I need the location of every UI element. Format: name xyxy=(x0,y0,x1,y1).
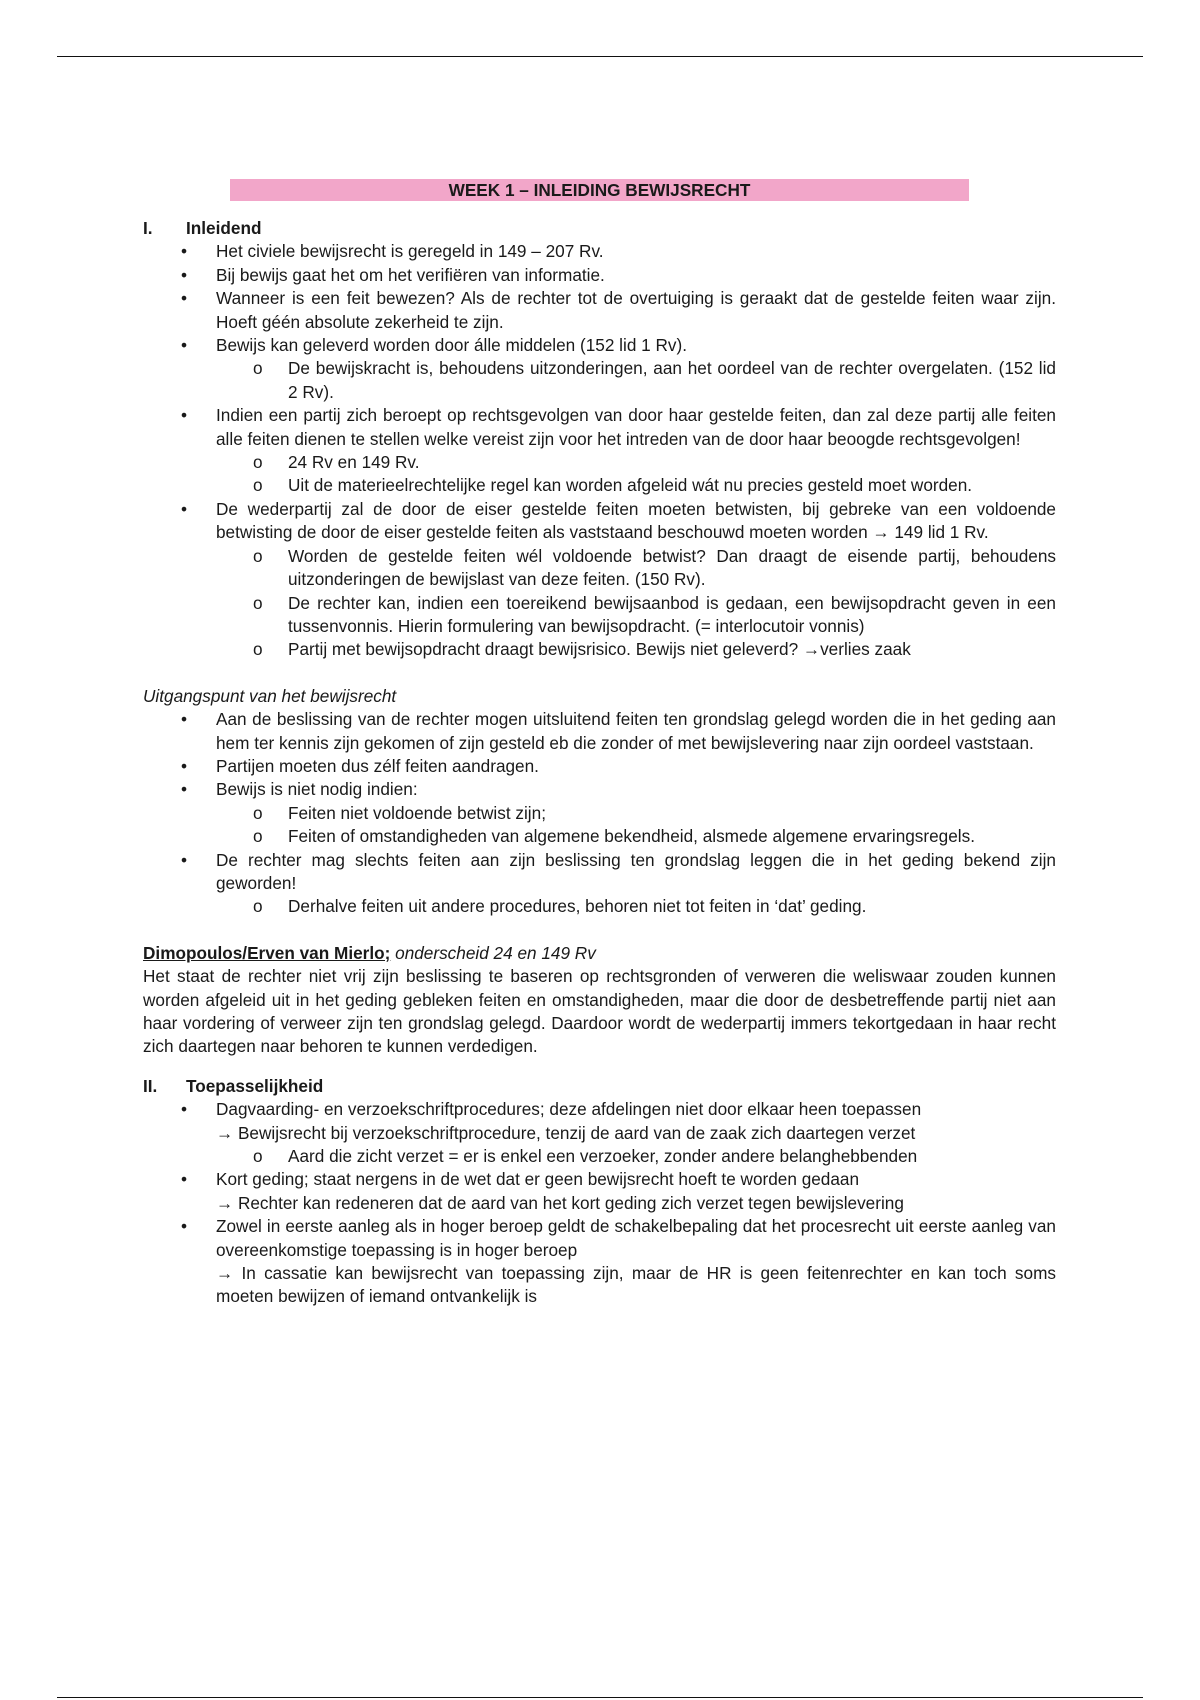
section-title: Toepasselijkheid xyxy=(186,1075,324,1096)
arrow-note: → Rechter kan redeneren dat de aard van het kort geding zich verzet tegen bewijslevering xyxy=(216,1192,904,1213)
sub-bullet-icon: o xyxy=(253,896,263,917)
list-item: • Kort geding; staat nergens in de wet dat er geen bewijsrecht hoeft te worden gedaan → Rechter kan redeneren dat de aard van het kort geding zich verzet tegen bewijslevering xyxy=(143,1168,1056,1215)
sub-bullet-icon: o xyxy=(253,545,263,566)
sub-list-item: o Uit de materieelrechtelijke regel kan worden afgeleid wát nu precies gesteld moet worden. xyxy=(143,474,1056,497)
list-item: • Bewijs is niet nodig indien: xyxy=(143,778,1056,801)
list-item: • Zowel in eerste aanleg als in hoger beroep geldt de schakelbepaling dat het procesrecht uit eerste aanleg van overeenkomstige toepassing is in hoger beroep → In cassatie kan bewijsrecht van toepassing zijn, maar de HR is geen feitenrechter en kan toch soms moeten bewijzen of iemand ontvankelijk is xyxy=(143,1215,1056,1309)
sub-bullet-icon: o xyxy=(253,475,263,496)
uitgangspunt-list xyxy=(143,708,1056,919)
bullet-icon: • xyxy=(181,498,188,519)
sub-list-item: o Feiten niet voldoende betwist zijn; xyxy=(143,802,1056,825)
document-title: WEEK 1 – INLEIDING BEWIJSRECHT xyxy=(230,179,969,201)
bullet-icon: • xyxy=(181,1216,188,1237)
sub-bullet-icon: o xyxy=(253,358,263,379)
section-title: Inleidend xyxy=(186,218,262,238)
bullet-icon: • xyxy=(181,1099,188,1120)
list-item: • Het civiele bewijsrecht is geregeld in 149 – 207 Rv. xyxy=(143,240,1056,263)
sub-list-item: o Partij met bewijsopdracht draagt bewijsrisico. Bewijs niet geleverd? →verlies zaak xyxy=(143,638,1056,661)
sub-list-item: o Derhalve feiten uit andere procedures, behoren niet tot feiten in ‘dat’ geding. xyxy=(143,895,1056,918)
bullet-icon: • xyxy=(181,264,188,285)
bullet-icon: • xyxy=(181,709,188,730)
sub-bullet-icon: o xyxy=(253,826,263,847)
bullet-icon: • xyxy=(181,755,188,776)
list-item: • Bij bewijs gaat het om het verifiëren van informatie. xyxy=(143,264,1056,287)
section-heading-toepasselijkheid xyxy=(143,1075,1056,1098)
list-item: • Bewijs kan geleverd worden door álle middelen (152 lid 1 Rv). xyxy=(143,334,1056,357)
top-rule xyxy=(57,56,1143,57)
arrow-note: → In cassatie kan bewijsrecht van toepassing zijn, maar de HR is geen feitenrechter en kan toch soms moeten bewijzen of iemand ontvankelijk is xyxy=(216,1263,1056,1307)
section-heading-inleidend xyxy=(143,217,1056,240)
sub-list-item: o De rechter kan, indien een toereikend bewijsaanbod is gedaan, een bewijsopdracht geven in een tussenvonnis. Hierin formulering van bewijsopdracht. (= interlocutoir vonnis) xyxy=(253,592,1056,636)
section1-list xyxy=(143,240,1056,661)
bullet-icon: • xyxy=(181,779,188,800)
sub-list-item: o 24 Rv en 149 Rv. xyxy=(143,451,1056,474)
sub-bullet-icon: o xyxy=(253,639,263,660)
list-item: • De wederpartij zal de door de eiser gestelde feiten moeten betwisten, bij gebreke van een voldoende betwisting de door de eiser gestelde feiten als vaststaand beschouwd moeten worden → 149 lid 1 Rv. xyxy=(181,498,1056,543)
section-number: I. xyxy=(143,218,153,238)
section2-list xyxy=(143,1098,1056,1309)
sub-list-item: o Worden de gestelde feiten wél voldoende betwist? Dan draagt de eisende partij, behoudens uitzonderingen de bewijslast van deze feiten. (150 Rv). xyxy=(253,545,1056,590)
sub-bullet-icon: o xyxy=(253,1146,263,1167)
bullet-icon: • xyxy=(181,405,188,426)
arrow-note: → Bewijsrecht bij verzoekschriftprocedure, tenzij de aard van de zaak zich daartegen verzet xyxy=(216,1122,916,1143)
sub-bullet-icon: o xyxy=(253,452,263,473)
bullet-icon: • xyxy=(181,241,188,262)
bullet-icon: • xyxy=(181,1169,188,1190)
list-item: • De rechter mag slechts feiten aan zijn beslissing ten grondslag leggen die in het geding bekend zijn geworden! xyxy=(181,849,1056,893)
case-heading xyxy=(143,942,1056,965)
bullet-icon: • xyxy=(181,335,188,356)
list-item: • Partijen moeten dus zélf feiten aandragen. xyxy=(143,755,1056,778)
sub-list-item: o Feiten of omstandigheden van algemene bekendheid, alsmede algemene ervaringsregels. xyxy=(143,825,1056,848)
document-body xyxy=(143,179,1056,1309)
case-text: Het staat de rechter niet vrij zijn beslissing te baseren op rechtsgronden of verweren die weliswaar zouden kunnen worden afgeleid uit in het geding gebleken feiten en omstandigheden, maar die door de desbetreffende partij niet aan haar vordering of verweer zijn ten grondslag gelegd. Daardoor wordt de wederpartij immers tekortgedaan in haar recht zich daartegen naar behoren te kunnen verdedigen. xyxy=(143,966,1056,1057)
sub-bullet-icon: o xyxy=(253,592,263,613)
bullet-icon: • xyxy=(181,849,188,870)
case-name: Dimopoulos/Erven van Mierlo; xyxy=(143,942,391,963)
list-item: • Indien een partij zich beroept op rechtsgevolgen van door haar gestelde feiten, dan zal deze partij alle feiten alle feiten dienen te stellen welke vereist zijn voor het intreden van de door haar beoogde rechtsgevolgen! xyxy=(181,405,1056,449)
sub-list-item: o De bewijskracht is, behoudens uitzonderingen, aan het oordeel van de rechter overgelaten. (152 lid 2 Rv). xyxy=(253,358,1056,402)
subsection-heading: Uitgangspunt van het bewijsrecht xyxy=(143,685,397,706)
case-note: onderscheid 24 en 149 Rv xyxy=(390,942,596,963)
bottom-rule xyxy=(57,1697,1143,1698)
list-item: • Wanneer is een feit bewezen? Als de rechter tot de overtuiging is geraakt dat de gestelde feiten waar zijn. Hoeft géén absolute zekerheid te zijn. xyxy=(181,288,1056,332)
sub-bullet-icon: o xyxy=(253,802,263,823)
sub-list-item: o Aard die zicht verzet = er is enkel een verzoeker, zonder andere belanghebbenden xyxy=(143,1145,1056,1168)
bullet-icon: • xyxy=(181,288,188,309)
list-item: • Dagvaarding- en verzoekschriftprocedures; deze afdelingen niet door elkaar heen toepassen → Bewijsrecht bij verzoekschriftprocedure, tenzij de aard van de zaak zich daartegen verzet xyxy=(143,1098,1056,1145)
section-number: II. xyxy=(143,1075,158,1096)
list-item: • Aan de beslissing van de rechter mogen uitsluitend feiten ten grondslag gelegd worden die in het geding aan hem ter kennis zijn gekomen of zijn gesteld eb die zonder of met bewijslevering naar zijn oordeel vaststaan. xyxy=(181,709,1056,753)
